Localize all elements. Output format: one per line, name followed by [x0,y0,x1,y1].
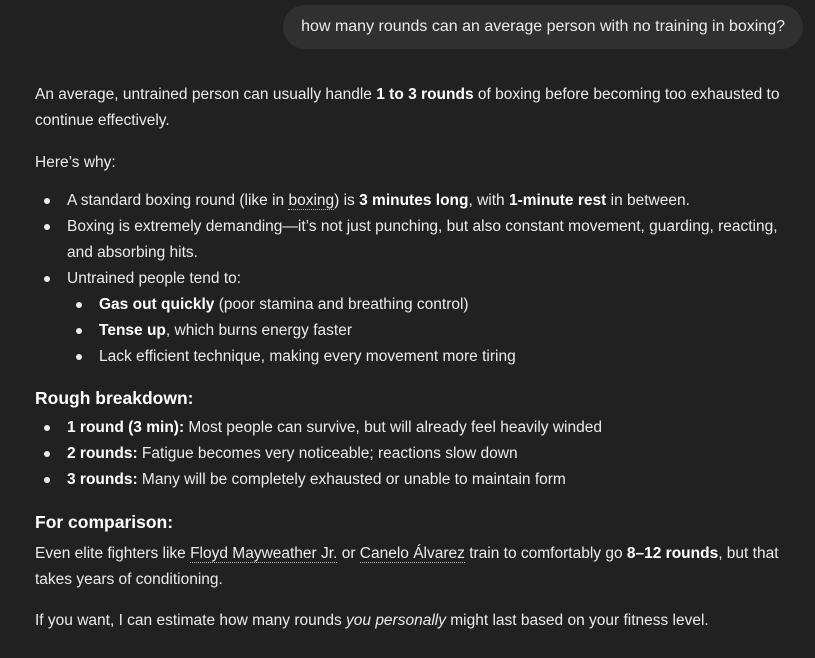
canelo-alvarez-link[interactable]: Canelo Álvarez [359,545,465,562]
sub-list-item [67,292,797,318]
text: (poor stamina and breathing control) [214,296,469,313]
text: in between. [606,192,690,209]
breakdown-heading: Rough breakdown: [35,388,194,408]
text: Many will be completely exhausted or unable to maintain form [137,471,566,488]
intro-paragraph [35,82,797,134]
boxing-link[interactable]: boxing [288,192,335,209]
bold-text: 3 minutes long [359,192,469,209]
bold-text: 3 rounds: [67,471,138,488]
text: Even elite fighters like [35,545,191,562]
intro-text-end: of boxing before becoming too exhausted to continue effectively. [35,86,780,129]
text: Most people can survive, but will already feel heavily winded [184,419,602,436]
text: ) is [334,192,360,209]
text: , which burns energy faster [165,322,352,339]
list-item [35,188,797,214]
assistant-response [0,82,815,634]
text: train to comfortably go [464,545,627,562]
bold-text: 1 round (3 min): [67,419,185,436]
user-message-bubble: how many rounds can an average person with no training in boxing? [283,5,803,49]
text: , with [468,192,509,209]
bold-text: 1-minute rest [508,192,607,209]
bold-text: 8–12 rounds [626,545,719,562]
list-item [35,467,797,493]
sub-list-item [67,318,797,344]
text: Untrained people tend to: [67,270,242,287]
list-item [35,415,797,441]
why-paragraph: Here’s why: [35,154,116,171]
list-item [35,266,797,370]
sub-list [67,292,797,370]
bold-text: 2 rounds: [67,445,138,462]
comparison-heading: For comparison: [35,512,174,532]
text: Fatigue becomes very noticeable; reactions slow down [137,445,518,462]
intro-text: An average, untrained person can usually handle [35,86,377,103]
user-message-row [0,0,815,49]
intro-bold: 1 to 3 rounds [376,86,474,103]
text: A standard boxing round (like in [67,192,289,209]
sub-list-item: Lack efficient technique, making every movement more tiring [67,344,797,370]
text: , but that takes years of conditioning. [35,545,779,588]
reasons-list [35,188,797,370]
text: If you want, I can estimate how many rounds [35,612,347,629]
comparison-paragraph [35,541,797,593]
text: or [337,545,360,562]
bold-text: Tense up [99,322,166,339]
italic-text: you personally [346,612,446,629]
list-item [35,441,797,467]
floyd-mayweather-link[interactable]: Floyd Mayweather Jr. [190,545,338,562]
list-item: Boxing is extremely demanding—it’s not just punching, but also constant movement, guarding, reacting, and absorbing hits. [35,214,797,266]
text: might last based on your fitness level. [445,612,709,629]
breakdown-list [35,415,797,493]
bold-text: Gas out quickly [99,296,215,313]
closing-paragraph [35,608,797,634]
